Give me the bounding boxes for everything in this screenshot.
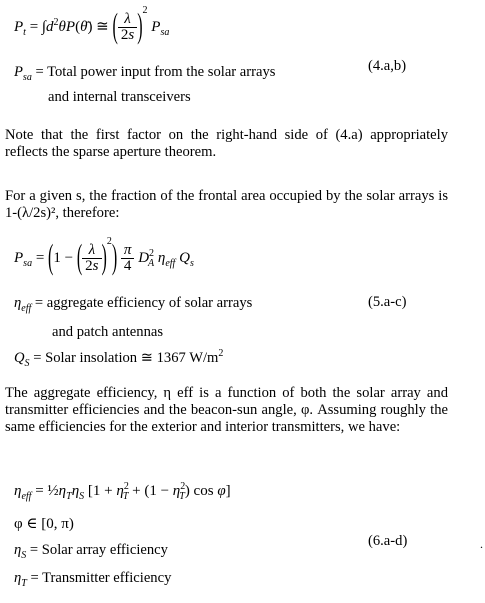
paragraph-aggregate-efficiency: The aggregate efficiency, η eff is a function of both the solar array and transmitter efficiencies and the beacon-sun angle, φ. Assuming roughly the same efficiencies for the exterior and interior transmitters, we have: bbox=[5, 385, 448, 435]
definition-eta-eff-continued: and patch antennas bbox=[52, 324, 164, 340]
paragraph-frontal-area: For a given s, the fraction of the frontal area occupied by the solar arrays is 1-(λ/2s)², therefore: bbox=[5, 188, 448, 221]
equation-tag-4ab: (4.a,b) bbox=[368, 58, 407, 74]
margin-dot: . bbox=[480, 537, 483, 551]
power-solar-symbol: P bbox=[151, 18, 161, 35]
equation-tag-5ac: (5.a-c) bbox=[368, 294, 407, 310]
definition-psa: $P_{sa}$ = Total power input from the solar arrays bbox=[14, 64, 276, 83]
definition-psa-continued: and internal transceivers bbox=[48, 89, 191, 105]
definition-eta-eff: $\eta_{eff}$ = aggregate efficiency of solar arrays bbox=[14, 295, 253, 314]
equation-tag-6ad: (6.a-d) bbox=[368, 533, 408, 549]
power-total-symbol: P bbox=[14, 18, 24, 35]
equation-6b: φ ∈ [0, π) bbox=[14, 516, 74, 532]
lambda-over-2s-fraction: $\frac{\lambda}{2s}$ bbox=[118, 12, 137, 43]
paragraph-sparse-aperture: Note that the first factor on the right-hand side of (4.a) appropriately reflects the sparse aperture theorem. bbox=[5, 127, 448, 160]
equation-4a-integral: = $\int d^2\theta P(\thetā)$ ≅ bbox=[29, 16, 113, 35]
definition-eta-t: $\eta_T$ = Transmitter efficiency bbox=[14, 570, 172, 589]
definition-eta-s: $\eta_S$ = Solar array efficiency bbox=[14, 542, 168, 561]
equation-5a: $P_{sa} = (1$ − ( $\frac{\lambda}{2s}$ )$^2$) $\frac{\pi}{4}$ $D^2_A$ $\eta_{eff}$ $Q_s$ bbox=[14, 235, 194, 277]
equation-4a: $P_t$ = $\int d^2\theta P(\thetā)$ ≅ ( $\frac{\lambda}{2s}$ )$^2$ $P_{sa}$ bbox=[14, 4, 170, 46]
equation-6a: $\eta_{eff}$ = $\frac{1}{2}\eta_T\eta_S$ [$1 + \eta^2_T + (1 - \eta^2_T)$ cos φ] bbox=[14, 481, 231, 502]
definition-solar-insolation: $Q_S$ = Solar insolation ≅ 1367 $W/m^2$ bbox=[14, 348, 224, 369]
